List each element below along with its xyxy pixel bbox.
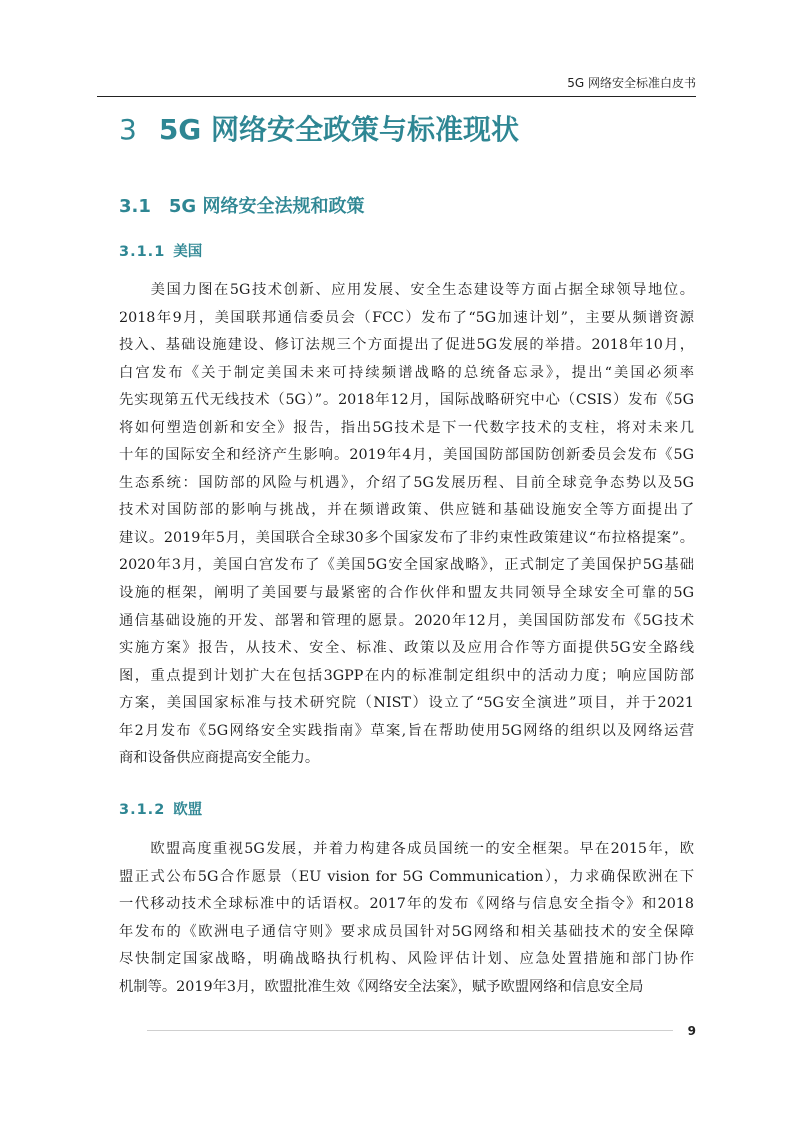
subsection-title: 美国: [173, 244, 203, 260]
text-line: 年发布的《欧洲电子通信守则》要求成员国针对5G网络和相关基础技术的安全保障: [119, 923, 694, 940]
chapter-title: 5G 网络安全政策与标准现状: [158, 113, 520, 146]
text-line: 白宫发布《关于制定美国未来可持续频谱战略的总统备忘录》，提出“美国必须率: [119, 364, 694, 381]
text-line: 先实现第五代无线技术（5G）”。2018年12月，国际战略研究中心（CSIS）发布《5G: [119, 392, 694, 409]
section-heading: [119, 194, 364, 220]
text-line: 方案，美国国家标准与技术研究院（NIST）设立了“5G安全演进”项目，并于2021: [119, 695, 694, 712]
subsection-number: 3.1.2: [119, 802, 166, 818]
text-line: 设施的框架，阐明了美国要与最紧密的合作伙伴和盟友共同领导全球安全可靠的5G: [119, 585, 694, 602]
text-line: 2018年9月，美国联邦通信委员会（FCC）发布了“5G加速计划”，主要从频谱资源: [119, 309, 694, 326]
text-line: 建议。2019年5月，美国联合全球30多个国家发布了非约束性政策建议“布拉格提案”。: [119, 529, 694, 546]
text-line: 机制等。2019年3月，欧盟批准生效《网络安全法案》，赋予欧盟网络和信息安全局: [119, 978, 644, 995]
text-line: 投入、基础设施建设、修订法规三个方面提出了促进5G发展的举措。2018年10月，: [119, 337, 694, 354]
text-line: 将如何塑造创新和安全》报告，指出5G技术是下一代数字技术的支柱，将对未来几: [119, 419, 694, 436]
text-line: 十年的国际安全和经济产生影响。2019年4月，美国国防部国防创新委员会发布《5G: [119, 447, 694, 464]
text-line: 一代移动技术全球标准中的话语权。2017年的发布《网络与信息安全指令》和2018: [119, 896, 694, 913]
text-line: 图，重点提到计划扩大在包括3GPP在内的标准制定组织中的活动力度；响应国防部: [119, 667, 694, 684]
text-line: 2020年3月，美国白宫发布了《美国5G安全国家战略》，正式制定了美国保护5G基础: [119, 557, 694, 574]
text-line: 技术对国防部的影响与挑战，并在频谱政策、供应链和基础设施安全等方面提出了: [119, 502, 694, 519]
footer-divider: [147, 1030, 673, 1031]
text-line: 通信基础设施的开发、部署和管理的愿景。2020年12月，美国国防部发布《5G技术: [119, 612, 694, 629]
section-number: 3.1: [119, 196, 151, 217]
text-line: 商和设备供应商提高安全能力。: [119, 750, 320, 767]
subsection-heading-eu: [119, 798, 202, 822]
text-line: 年2月发布《5G网络安全实践指南》草案,旨在帮助使用5G网络的组织以及网络运营: [119, 722, 694, 739]
running-header: 5G 网络安全标准白皮书: [567, 76, 696, 90]
paragraph-eu: [119, 836, 694, 1001]
text-line: 美国力图在5G技术创新、应用发展、安全生态建设等方面占据全球领导地位。: [119, 282, 694, 298]
subsection-title: 欧盟: [173, 802, 203, 818]
section-title: 5G 网络安全法规和政策: [168, 196, 365, 217]
text-line: 盟正式公布5G合作愿景（EU vision for 5G Communication），力求确保欧洲在下: [119, 868, 694, 885]
chapter-number: 3: [119, 113, 137, 146]
paragraph-usa: [119, 277, 694, 773]
header-divider: [97, 96, 696, 97]
subsection-number: 3.1.1: [119, 244, 166, 260]
text-line: 欧盟高度重视5G发展，并着力构建各成员国统一的安全框架。早在2015年，欧: [119, 841, 694, 857]
text-line: 尽快制定国家战略，明确战略执行机构、风险评估计划、应急处置措施和部门协作: [119, 951, 694, 968]
subsection-heading-usa: [119, 240, 202, 264]
chapter-heading: [119, 108, 519, 152]
text-line: 生态系统：国防部的风险与机遇》，介绍了5G发展历程、目前全球竞争态势以及5G: [119, 474, 694, 491]
text-line: 实施方案》报告，从技术、安全、标准、政策以及应用合作等方面提供5G安全路线: [119, 640, 694, 657]
page-number: 9: [687, 1024, 696, 1038]
